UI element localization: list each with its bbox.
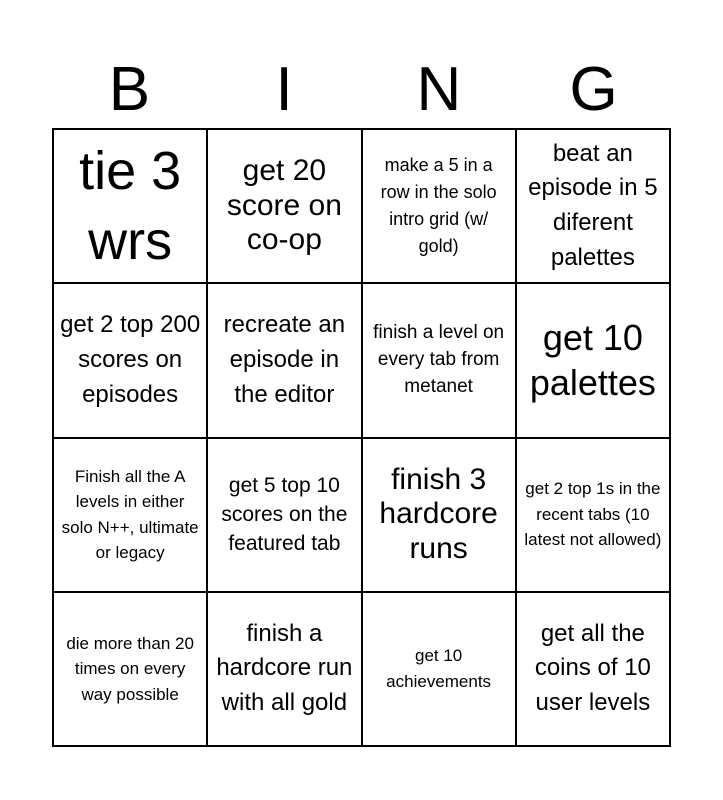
- cell-text: get 20 score on co-op: [226, 154, 342, 257]
- bingo-cell[interactable]: [362, 283, 516, 437]
- cell-text: recreate an episode in the editor: [223, 311, 346, 408]
- bingo-cell[interactable]: [362, 438, 516, 592]
- cell-text: tie 3 wrs: [79, 140, 182, 272]
- bingo-cell[interactable]: [53, 129, 207, 283]
- bingo-cell[interactable]: [362, 592, 516, 746]
- header-letter-i: I: [275, 55, 293, 124]
- header-letter-b: B: [108, 55, 151, 124]
- cell-text: finish a level on every tab from metanet: [373, 321, 505, 397]
- cell-text: get 10 palettes: [529, 317, 656, 404]
- bingo-cell[interactable]: [53, 592, 207, 746]
- bingo-cell[interactable]: [516, 129, 670, 283]
- bingo-cell[interactable]: [516, 438, 670, 592]
- bingo-cell[interactable]: [53, 283, 207, 437]
- bingo-cell[interactable]: [362, 129, 516, 283]
- bingo-cell[interactable]: [207, 283, 361, 437]
- header-letter-n: N: [416, 55, 462, 124]
- bingo-cell[interactable]: [53, 438, 207, 592]
- cell-text: get 2 top 1s in the recent tabs (10 latest not allowed): [524, 479, 662, 550]
- cell-text: get 2 top 200 scores on episodes: [60, 311, 201, 408]
- cell-text: make a 5 in a row in the solo intro grid (w/ gold): [380, 155, 497, 257]
- bingo-grid: [52, 128, 671, 747]
- cell-text: finish 3 hardcore runs: [379, 462, 498, 565]
- cell-text: get all the coins of 10 user levels: [534, 619, 651, 717]
- header-letter-g: G: [569, 55, 618, 124]
- bingo-header: [52, 52, 671, 128]
- cell-text: Finish all the A levels in either solo N++, ultimate or legacy: [61, 466, 199, 563]
- cell-text: die more than 20 times on every way possible: [66, 633, 194, 704]
- cell-text: finish a hardcore run with all gold: [216, 619, 353, 717]
- bingo-cell[interactable]: [207, 129, 361, 283]
- bingo-cell[interactable]: [207, 592, 361, 746]
- bingo-cell[interactable]: [516, 283, 670, 437]
- cell-text: get 10 achievements: [386, 646, 492, 691]
- bingo-cell[interactable]: [207, 438, 361, 592]
- cell-text: get 5 top 10 scores on the featured tab: [221, 473, 348, 556]
- bingo-cell[interactable]: [516, 592, 670, 746]
- cell-text: beat an episode in 5 diferent palettes: [528, 139, 658, 271]
